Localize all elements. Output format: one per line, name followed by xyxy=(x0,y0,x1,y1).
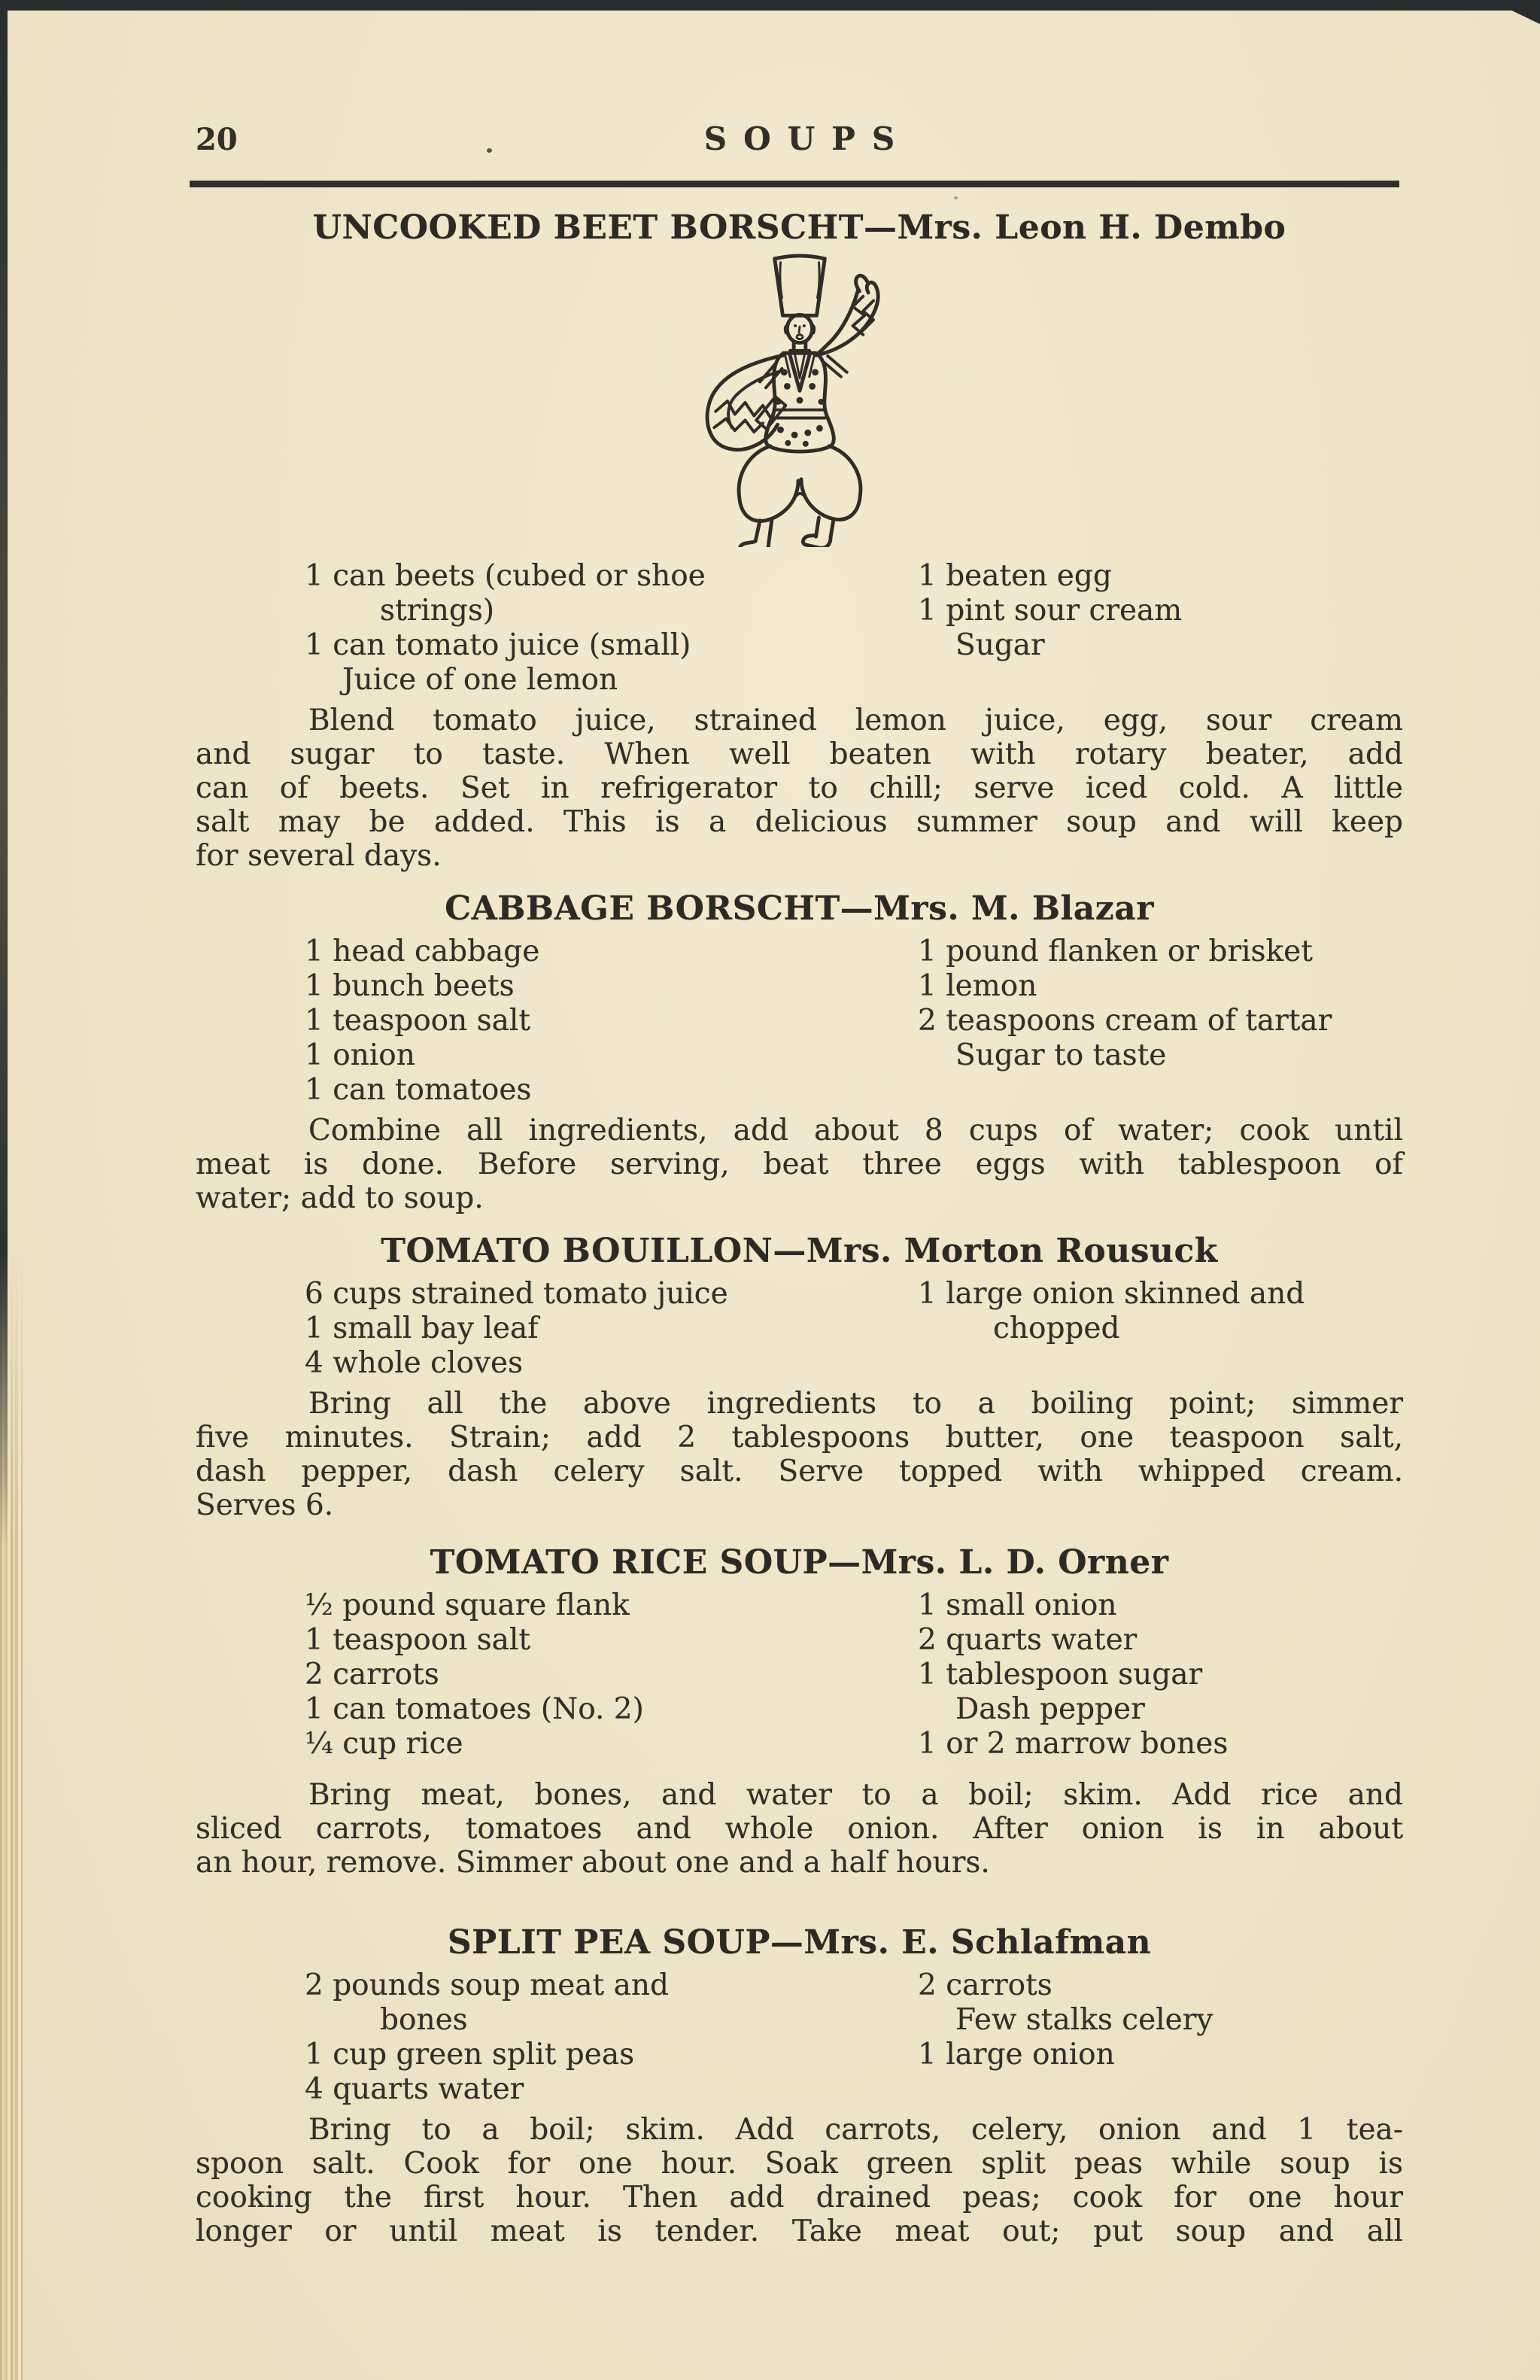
ingredient-column-right xyxy=(918,1277,1403,1381)
ingredient-line: 1 teaspoon salt xyxy=(305,1004,531,1038)
ingredient-line: 4 whole cloves xyxy=(305,1346,524,1380)
ingredient-column-left xyxy=(305,935,918,1108)
ingredient-line: 1 can tomatoes xyxy=(305,1073,532,1107)
header-rule xyxy=(190,181,1399,187)
ingredient-list xyxy=(305,1277,1403,1381)
page-edge-stripes xyxy=(0,1251,23,2380)
instruction-line: and sugar to taste. When well beaten with rotary beater, add xyxy=(196,737,1403,771)
ingredient-line: Dash pepper xyxy=(955,1692,1145,1726)
recipe-cabbage-borscht xyxy=(196,891,1403,1215)
ingredient-line: 2 carrots xyxy=(305,1658,439,1692)
ingredient-line: 1 pint sour cream xyxy=(918,594,1183,628)
ingredient-line: 2 teaspoons cream of tartar xyxy=(918,1004,1332,1038)
ingredient-list xyxy=(305,935,1403,1108)
ingredient-line: 1 tablespoon sugar xyxy=(918,1658,1203,1692)
scan-corner-shadow xyxy=(1505,8,1540,24)
instruction-line: water; add to soup. xyxy=(196,1181,484,1215)
ingredient-line: 2 pounds soup meat and xyxy=(305,1968,669,2002)
illustration-wrap xyxy=(196,252,1403,552)
ingredient-line: 1 can tomato juice (small) xyxy=(305,628,691,662)
ingredient-list xyxy=(305,559,1403,698)
recipe-tomato-bouillon xyxy=(196,1233,1403,1522)
ingredient-line: 1 onion xyxy=(305,1038,415,1072)
ingredient-line: 1 or 2 marrow bones xyxy=(918,1727,1229,1761)
ingredient-line: 1 small onion xyxy=(918,1588,1117,1622)
instruction-line: an hour, remove. Simmer about one and a half hours. xyxy=(196,1846,990,1880)
ingredient-line: bones xyxy=(380,2003,468,2037)
ingredient-line: 1 beaten egg xyxy=(918,559,1112,593)
instruction-line: can of beets. Set in refrigerator to chill; serve iced cold. A little xyxy=(196,771,1403,805)
ingredient-line: Few stalks celery xyxy=(955,2003,1213,2037)
instruction-line: longer or until meat is tender. Take meat out; put soup and all xyxy=(196,2214,1403,2248)
recipe-tomato-rice-soup xyxy=(196,1545,1403,1880)
recipe-uncooked-beet-borscht xyxy=(196,210,1403,873)
ingredient-line: 1 small bay leaf xyxy=(305,1312,539,1345)
ingredient-line: 1 can beets (cubed or shoe xyxy=(305,559,706,593)
instructions xyxy=(196,1778,1403,1880)
page-number: 20 xyxy=(196,122,238,157)
ingredient-line: 1 large onion skinned and xyxy=(918,1277,1305,1311)
ingredient-line: ½ pound square flank xyxy=(305,1588,630,1622)
ingredient-column-right xyxy=(918,559,1403,698)
instruction-line: Bring to a boil; skim. Add carrots, celery, onion and 1 tea- xyxy=(308,2113,1403,2147)
instruction-line: spoon salt. Cook for one hour. Soak green split peas while soup is xyxy=(196,2147,1403,2181)
recipe-title: TOMATO RICE SOUP—Mrs. L. D. Orner xyxy=(430,1543,1169,1582)
ingredient-line: 1 teaspoon salt xyxy=(305,1623,531,1657)
ingredient-line: 1 bunch beets xyxy=(305,969,515,1003)
recipe-title: TOMATO BOUILLON—Mrs. Morton Rousuck xyxy=(381,1232,1218,1270)
recipe-title: CABBAGE BORSCHT—Mrs. M. Blazar xyxy=(445,889,1154,928)
ingredient-line: 1 head cabbage xyxy=(305,935,540,968)
ingredient-column-right xyxy=(918,1968,1403,2107)
instruction-line: for several days. xyxy=(196,839,442,873)
page-content xyxy=(196,11,1403,2248)
ingredient-column-left xyxy=(305,1588,918,1761)
ingredient-line: 1 can tomatoes (No. 2) xyxy=(305,1692,644,1726)
ingredient-list xyxy=(305,1968,1403,2107)
instructions xyxy=(196,2113,1403,2248)
instruction-line: Bring meat, bones, and water to a boil; skim. Add rice and xyxy=(308,1778,1403,1812)
instructions xyxy=(196,1114,1403,1215)
ingredient-line: Sugar to taste xyxy=(955,1038,1167,1072)
instruction-line: Combine all ingredients, add about 8 cups of water; cook until xyxy=(308,1114,1403,1147)
book-spine-shadow xyxy=(0,0,7,1317)
ingredient-column-left xyxy=(305,1277,918,1381)
page-header xyxy=(196,122,1403,166)
recipe-split-pea-soup xyxy=(196,1925,1403,2248)
paper-page xyxy=(8,11,1540,2380)
ingredient-line: 2 carrots xyxy=(918,1968,1052,2002)
ingredient-column-right xyxy=(918,1588,1403,1761)
instruction-line: salt may be added. This is a delicious summer soup and will keep xyxy=(196,805,1403,839)
ingredient-line: Juice of one lemon xyxy=(342,663,618,697)
instruction-line: Blend tomato juice, strained lemon juice, egg, sour cream xyxy=(308,704,1403,737)
ingredient-line: 1 cup green split peas xyxy=(305,2038,635,2071)
instruction-line: five minutes. Strain; add 2 tablespoons butter, one teaspoon salt, xyxy=(196,1421,1403,1454)
dancing-cossack-illustration xyxy=(683,252,916,547)
ingredient-line: ¼ cup rice xyxy=(305,1727,463,1761)
ingredient-line: 2 quarts water xyxy=(918,1623,1138,1657)
ingredient-line: chopped xyxy=(993,1312,1120,1345)
ingredient-line: 6 cups strained tomato juice xyxy=(305,1277,728,1311)
recipe-title: SPLIT PEA SOUP—Mrs. E. Schlafman xyxy=(447,1923,1152,1962)
section-header: SOUPS xyxy=(703,120,912,157)
instruction-line: dash pepper, dash celery salt. Serve topped with whipped cream. xyxy=(196,1454,1403,1488)
ingredient-column-left xyxy=(305,559,918,698)
instruction-line: meat is done. Before serving, beat three eggs with tablespoon of xyxy=(196,1147,1403,1181)
instructions xyxy=(196,704,1403,873)
ingredient-line: 4 quarts water xyxy=(305,2072,524,2106)
instructions xyxy=(196,1387,1403,1522)
instruction-line: sliced carrots, tomatoes and whole onion. After onion is in about xyxy=(196,1812,1403,1846)
instruction-line: cooking the first hour. Then add drained peas; cook for one hour xyxy=(196,2181,1403,2214)
instruction-line: Bring all the above ingredients to a boiling point; simmer xyxy=(308,1387,1403,1421)
instruction-line: Serves 6. xyxy=(196,1488,334,1522)
ingredient-column-left xyxy=(305,1968,918,2107)
ingredient-line: 1 large onion xyxy=(918,2038,1115,2071)
ingredient-line: 1 lemon xyxy=(918,969,1037,1003)
ingredient-list xyxy=(305,1588,1403,1761)
recipe-title: UNCOOKED BEET BORSCHT—Mrs. Leon H. Dembo xyxy=(312,208,1286,247)
ingredient-line: 1 pound flanken or brisket xyxy=(918,935,1313,968)
ingredient-line: strings) xyxy=(380,594,495,628)
ingredient-line: Sugar xyxy=(955,628,1045,662)
ingredient-column-right xyxy=(918,935,1403,1108)
